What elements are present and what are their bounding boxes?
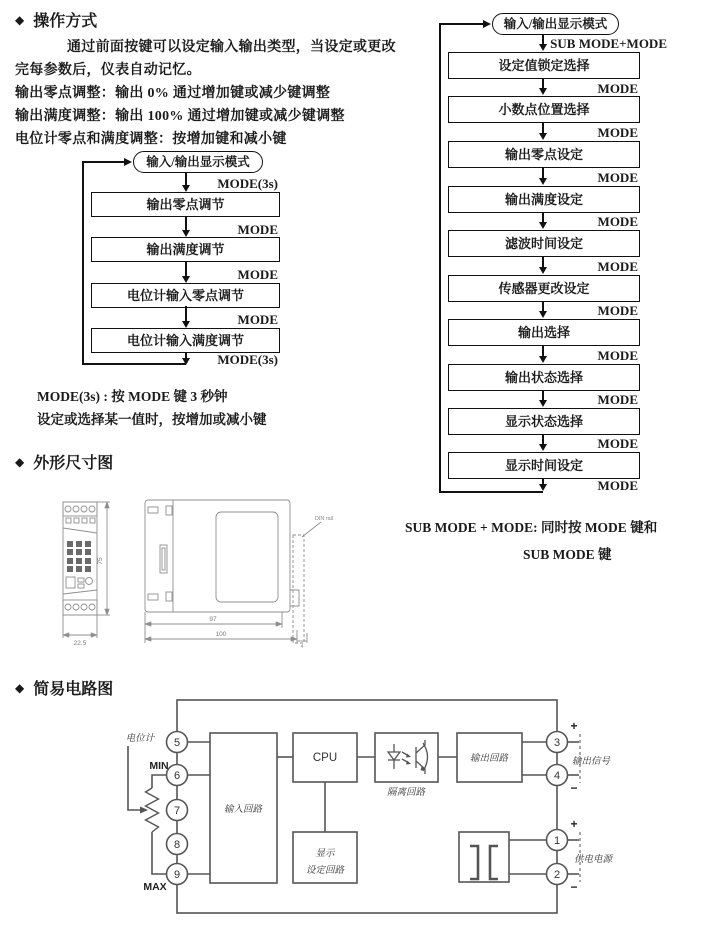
- dim-depth-body-label: 97: [209, 616, 217, 623]
- dim-width-label: 22.5: [73, 640, 87, 647]
- flow-key-label: MODE: [237, 267, 278, 282]
- flow-box: 设定值锁定选择: [448, 52, 640, 79]
- circuit-block-labels: [126, 733, 614, 876]
- output-signal-label: 输出信号: [571, 756, 611, 767]
- diamond-bullet-icon: ◆: [15, 455, 25, 469]
- flow-box: 电位计输入零点调节: [91, 283, 280, 308]
- diamond-bullet-icon: ◆: [15, 13, 25, 27]
- flow-box: 输出满度调节: [91, 237, 280, 262]
- flow-box: 显示状态选择: [448, 408, 640, 435]
- section-heading-circuit: [15, 676, 113, 699]
- section-title: 操作方式: [33, 13, 98, 30]
- circuit-figure: [110, 690, 690, 935]
- flow-key-label: MODE: [597, 478, 638, 493]
- terminal-1: 1: [553, 835, 561, 847]
- flow-key-label: MODE: [597, 214, 638, 229]
- down-arrow-icon: [185, 261, 187, 277]
- loop-line: [439, 23, 441, 493]
- front-view: [63, 502, 110, 638]
- isolation-block-label: 隔离回路: [386, 787, 426, 798]
- flow-key-label: MODE: [597, 348, 638, 363]
- display-block-label-1: 显示: [315, 848, 335, 859]
- note-line: SUB MODE 键: [523, 547, 612, 562]
- flow-box: 输出零点调节: [91, 192, 280, 217]
- flow-key-label: MODE: [597, 81, 638, 96]
- flow-box: 输出满度设定: [448, 186, 640, 213]
- optocoupler-icon: [388, 740, 428, 774]
- flow-key-label: MODE: [237, 222, 278, 237]
- loop-line: [439, 23, 483, 25]
- diamond-bullet-icon: ◆: [15, 681, 25, 695]
- section-title: 外形尺寸图: [33, 455, 114, 472]
- flow-key-label: MODE: [597, 259, 638, 274]
- paragraph-line: 输出零点调整：输出 0% 通过增加键或减少键调整: [15, 86, 331, 101]
- min-label: MIN: [149, 760, 169, 772]
- display-block-label-2: 设定回路: [305, 865, 345, 876]
- down-arrow-icon: [542, 434, 544, 445]
- loop-line: [82, 161, 124, 163]
- flow-box: 滤波时间设定: [448, 230, 640, 257]
- terminal-6: 6: [173, 770, 181, 782]
- circuit-wires: [125, 700, 580, 913]
- din-rail-label: DIN rail: [314, 516, 334, 522]
- terminal-2: 2: [553, 869, 561, 881]
- paragraph-line: 完每参数后，仪表自动记忆。: [15, 63, 201, 78]
- max-label: MAX: [143, 881, 167, 893]
- potentiometer-label: 电位计: [125, 733, 155, 744]
- flow-box: 传感器更改设定: [448, 275, 640, 302]
- down-arrow-icon: [542, 78, 544, 89]
- flow-box: 输出零点设定: [448, 141, 640, 168]
- flow-start-oval: 输入/输出显示模式: [492, 13, 619, 35]
- flow-key-label: MODE: [597, 436, 638, 451]
- down-arrow-icon: [542, 478, 544, 485]
- flow-key-label: MODE: [597, 125, 638, 140]
- down-arrow-icon: [542, 122, 544, 134]
- section-heading-dimensions: [15, 450, 113, 473]
- power-supply-label: 供电电源: [573, 854, 613, 865]
- down-arrow-icon: [185, 173, 187, 186]
- section-title: 简易电路图: [33, 681, 114, 698]
- flow-box: 输出状态选择: [448, 364, 640, 391]
- minus-sign: −: [570, 781, 578, 795]
- down-arrow-icon: [542, 345, 544, 357]
- note-line: 设定或选择某一值时，按增加或减小键: [37, 412, 267, 427]
- flow-key-label: MODE: [597, 170, 638, 185]
- flow-box: 显示时间设定: [448, 452, 640, 479]
- flow-box: 小数点位置选择: [448, 96, 640, 123]
- terminal-8: 8: [173, 839, 181, 851]
- right-arrow-icon: [124, 158, 132, 166]
- dim-rail-offset-label: 4: [300, 644, 304, 650]
- terminal-9: 9: [173, 869, 181, 881]
- dimension-figure: [40, 495, 360, 655]
- flow-start-oval: 输入/输出显示模式: [133, 151, 263, 173]
- side-view: [145, 500, 321, 643]
- input-block-label: 输入回路: [223, 804, 263, 815]
- down-arrow-icon: [542, 167, 544, 179]
- down-arrow-icon: [542, 390, 544, 401]
- flow-key-label: MODE: [237, 312, 278, 327]
- dim-depth-total-label: 100: [215, 631, 227, 638]
- terminal-7: 7: [173, 805, 181, 817]
- paragraph-line: 输出满度调整：输出 100% 通过增加键或减少键调整: [15, 109, 345, 124]
- transformer-icon: [470, 846, 498, 879]
- down-arrow-icon: [542, 34, 544, 45]
- loop-line: [439, 491, 543, 493]
- down-arrow-icon: [542, 256, 544, 268]
- plus-sign: +: [570, 817, 578, 831]
- flow-key-label: MODE(3s): [217, 352, 278, 367]
- minus-sign: −: [570, 880, 578, 894]
- terminal-5: 5: [173, 737, 181, 749]
- section-heading-operation: [15, 8, 97, 31]
- flow-key-label: SUB MODE+MODE: [550, 36, 667, 51]
- loop-line: [82, 161, 84, 364]
- plus-sign: +: [570, 719, 578, 733]
- terminal-3: 3: [553, 737, 561, 749]
- output-block-label: 输出回路: [469, 753, 509, 764]
- right-arrow-icon: [483, 20, 491, 28]
- down-arrow-icon: [542, 212, 544, 223]
- polarity-labels: [570, 719, 577, 894]
- minmax-labels: [143, 760, 168, 893]
- flow-box: 电位计输入满度调节: [91, 328, 280, 353]
- terminal-4: 4: [553, 770, 561, 782]
- wiper-arrow-icon: [140, 807, 148, 814]
- down-arrow-icon: [542, 301, 544, 312]
- cpu-block-label: CPU: [312, 752, 338, 764]
- loop-line: [82, 363, 186, 365]
- flow-box: 输出选择: [448, 319, 640, 346]
- paragraph-line: 通过前面按键可以设定输入输出类型，当设定或更改: [67, 40, 396, 55]
- down-arrow-icon: [185, 306, 187, 322]
- paragraph-line: 电位计零点和满度调整：按增加键和减小键: [15, 132, 287, 147]
- down-arrow-icon: [185, 216, 187, 231]
- flow-key-label: MODE(3s): [217, 176, 278, 191]
- down-arrow-icon: [185, 352, 187, 359]
- flow-key-label: MODE: [597, 392, 638, 407]
- note-line: MODE(3s) : 按 MODE 键 3 秒钟: [37, 389, 228, 404]
- flow-key-label: MODE: [597, 303, 638, 318]
- note-line: SUB MODE + MODE: 同时按 MODE 键和: [405, 520, 658, 535]
- dim-height-label: 75: [97, 557, 104, 565]
